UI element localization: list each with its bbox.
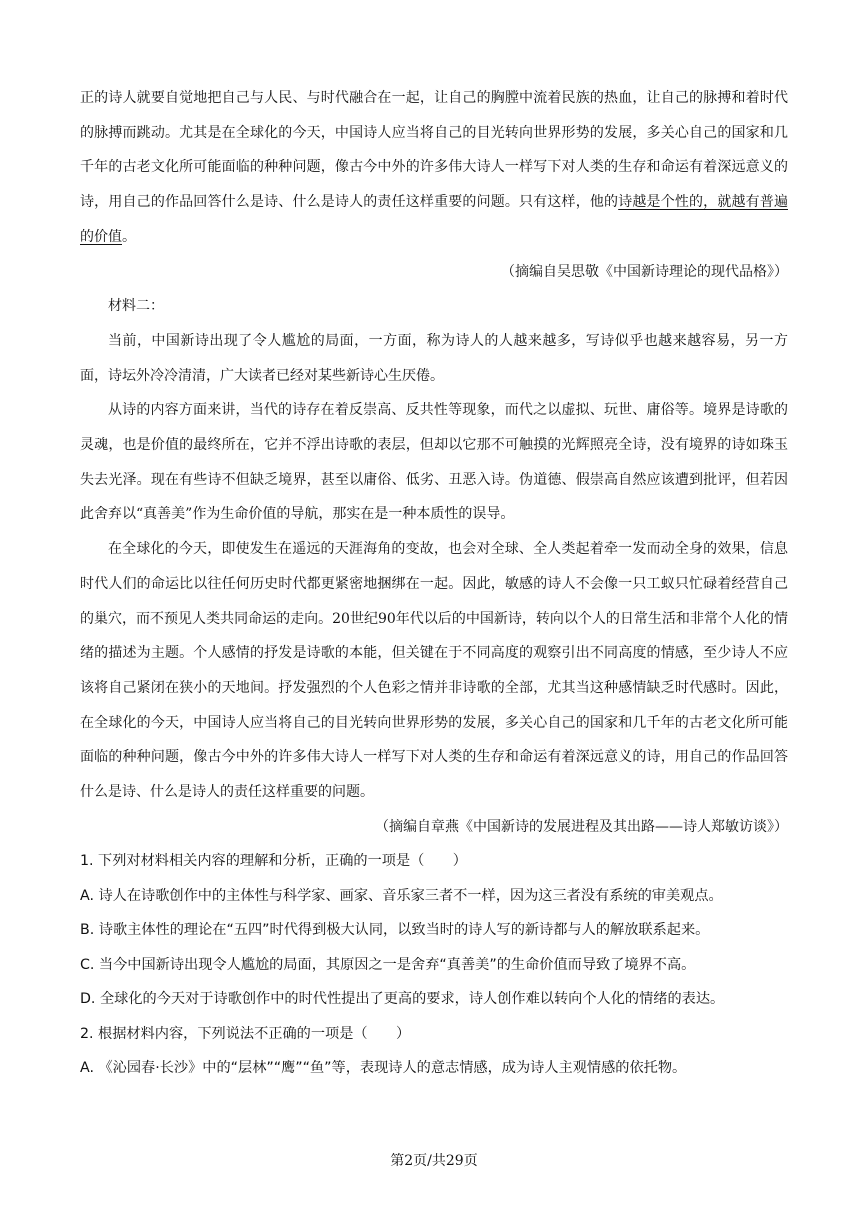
- page-footer: 第2页/共29页: [390, 1153, 478, 1169]
- material2-paragraph: 在全球化的今天，即使发生在遥远的天涯海角的变故，也会对全球、全人类起着牵一发而动全身的效果，信息时代人们的命运比以往任何历史时代都更紧密地捆绑在一起。因此，敏感的诗人不会像一只工蚁只忙碌着经营自己的巢穴，而不预见人类共同命运的走向。20世纪90年代以后的中国新诗，转向以个人的日常生活和非常个人化的情绪的描述为主题。个人感情的抒发是诗歌的本能，但关键在于不同高度的观察引出不同高度的情感，至少诗人不应该将自己紧闭在狭小的天地间。抒发强烈的个人色彩之情并非诗歌的全部，尤其当这种感情缺乏时代感时。因此，在全球化的今天，中国诗人应当将自己的目光转向世界形势的发展，多关心自己的国家和几千年的古老文化所可能面临的种种问题，像古今中外的许多伟大诗人一样写下对人类的生存和命运有着深远意义的诗，用自己的作品回答什么是诗、什么是诗人的责任这样重要的问题。: [80, 541, 788, 801]
- material2-paragraph: 当前，中国新诗出现了令人尴尬的局面，一方面，称为诗人的人越来越多，写诗似乎也越来越容易，另一方面，诗坛外冷冷清清，广大读者已经对某些新诗心生厌倦。: [80, 332, 788, 384]
- material2-label: 材料二：: [108, 298, 164, 315]
- question-2-option-a: A. 《沁园春·长沙》中的“层林”“鹰”“鱼”等，表现诗人的意志情感，成为诗人主观情感的依托物。: [80, 1060, 687, 1077]
- question-1-option-b: B. 诗歌主体性的理论在“五四”时代得到极大认同，以致当时的诗人写的新诗都与人的解放联系起来。: [80, 922, 710, 939]
- material1-continuation: [80, 81, 788, 255]
- underlined-phrase: 诗越是个性的，就越有普遍的价值: [80, 194, 788, 245]
- question-2-stem: 2. 根据材料内容，下列说法不正确的一项是（ ）: [80, 1025, 411, 1042]
- material1-text: 正的诗人就要自觉地把自己与人民、与时代融合在一起，让自己的胸膛中流着民族的热血，让自己的脉搏和着时代的脉搏而跳动。尤其是在全球化的今天，中国诗人应当将自己的目光转向世界形势的发展，多关心自己的国家和几千年的古老文化所可能面临的种种问题，像古今中外的许多伟大诗人一样写下对人类的生存和命运有着深远意义的诗，用自己的作品回答什么是诗、什么是诗人的责任这样重要的问题。只有这样，他的: [80, 90, 788, 211]
- material1-text-end: 。: [122, 228, 136, 245]
- question-1-option-a: A. 诗人在诗歌创作中的主体性与科学家、画家、音乐家三者不一样，因为这三者没有系统的审美观点。: [80, 887, 723, 904]
- question-1-option-d: D. 全球化的今天对于诗歌创作中的时代性提出了更高的要求，诗人创作难以转向个人化的情绪的表达。: [80, 991, 725, 1008]
- material2-source: （摘编自章燕《中国新诗的发展进程及其出路——诗人郑敏访谈》）: [375, 818, 788, 835]
- question-1-stem: 1. 下列对材料相关内容的理解和分析，正确的一项是（ ）: [80, 853, 467, 870]
- material1-source: （摘编自吴思敬《中国新诗理论的现代品格》）: [501, 263, 788, 280]
- question-1-option-c: C. 当今中国新诗出现令人尴尬的局面，其原因之一是舍弃“真善美”的生命价值而导致了境界不高。: [80, 956, 696, 973]
- material2-paragraph: 从诗的内容方面来讲，当代的诗存在着反崇高、反共性等现象，而代之以虚拟、玩世、庸俗等。境界是诗歌的灵魂，也是价值的最终所在，它并不浮出诗歌的表层，但却以它那不可触摸的光辉照亮全诗，没有境界的诗如珠玉失去光泽。现在有些诗不但缺乏境界，甚至以庸俗、低劣、丑恶入诗。伪道德、假崇高自然应该遭到批评，但若因此舍弃以“真善美”作为生命价值的导航，那实在是一种本质性的误导。: [80, 402, 788, 523]
